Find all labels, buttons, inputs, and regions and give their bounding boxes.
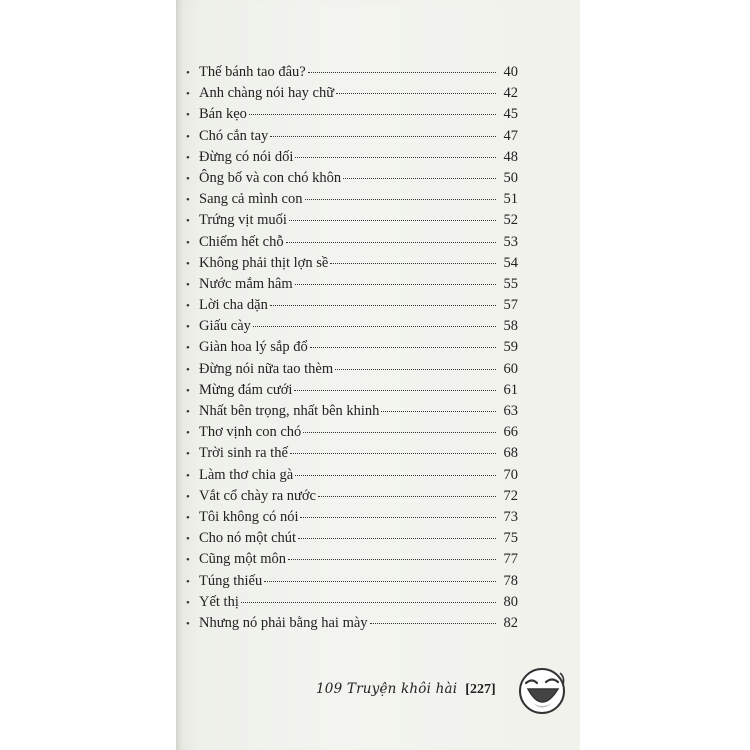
toc-entry-title: Giấu cày: [199, 318, 251, 335]
bullet-icon: •: [186, 406, 190, 418]
toc-entry-page: 61: [503, 381, 518, 398]
dot-leader: [330, 263, 496, 264]
dot-leader: [381, 411, 496, 412]
toc-entry: [186, 210, 518, 231]
dot-leader: [288, 559, 496, 560]
toc-entry: [186, 422, 518, 443]
bullet-icon: •: [186, 342, 190, 355]
toc-entry-title: Nhưng nó phải bằng hai mày: [199, 614, 368, 631]
dot-leader: [270, 136, 496, 137]
toc-entry: [186, 104, 518, 125]
toc-entry: [186, 359, 518, 380]
bullet-icon: •: [186, 236, 190, 249]
toc-entry-page: 68: [503, 445, 518, 462]
toc-entry: [186, 465, 518, 486]
toc-entry: [186, 316, 518, 337]
bullet-icon: •: [186, 575, 190, 588]
dot-leader: [295, 284, 496, 285]
toc-entry-page: 55: [503, 275, 518, 292]
dot-leader: [300, 517, 496, 518]
toc-entry: [186, 592, 518, 613]
toc-entry-title: Mừng đám cưới: [199, 381, 293, 398]
dot-leader: [286, 242, 496, 243]
bullet-icon: •: [186, 469, 190, 482]
bullet-icon: •: [186, 490, 190, 503]
toc-entry-page: 40: [503, 64, 518, 80]
bullet-icon: •: [186, 363, 190, 376]
dot-leader: [335, 369, 496, 370]
toc-entry-page: 73: [503, 508, 518, 525]
toc-entry-title: Không phải thịt lợn sề: [199, 254, 329, 271]
bullet-icon: •: [186, 448, 190, 461]
bullet-icon: •: [186, 554, 190, 567]
bullet-icon: •: [186, 300, 190, 313]
laughing-face-icon: [516, 665, 568, 717]
bullet-icon: •: [186, 109, 190, 122]
bullet-icon: •: [186, 511, 190, 524]
toc-entry: [186, 274, 518, 295]
toc-entry-page: 57: [503, 297, 518, 314]
toc-entry-page: 45: [503, 106, 518, 123]
toc-entry-title: Trời sinh ra thế: [199, 445, 288, 462]
toc-entry-title: Đừng nói nữa tao thèm: [199, 360, 334, 377]
toc-entry: [186, 549, 518, 570]
dot-leader: [370, 623, 496, 624]
toc-entry-title: Lời cha dặn: [199, 297, 268, 314]
toc-entry-title: Chó cắn tay: [199, 127, 269, 144]
toc-entry-page: 80: [503, 593, 518, 610]
toc-entry-page: 70: [503, 466, 518, 483]
toc-entry-title: Thế bánh tao đâu?: [199, 64, 306, 80]
toc-entry-title: Giàn hoa lý sắp đổ: [199, 339, 308, 356]
dot-leader: [270, 305, 496, 306]
toc-entry-title: Anh chàng nói hay chữ: [199, 85, 335, 102]
bullet-icon: •: [186, 67, 190, 79]
toc-entry-title: Cho nó một chút: [199, 530, 297, 547]
dot-leader: [303, 432, 496, 433]
toc-entry-page: 82: [503, 614, 518, 631]
toc-entry-page: 66: [503, 424, 518, 441]
dot-leader: [318, 496, 496, 497]
toc-entry-page: 78: [503, 572, 518, 589]
toc-entry-title: Nhất bên trọng, nhất bên khinh: [199, 403, 380, 419]
toc-entry: [186, 253, 518, 274]
dot-leader: [343, 178, 496, 179]
toc-entry-page: 63: [503, 403, 518, 419]
toc-entry-title: Chiếm hết chỗ: [199, 233, 284, 250]
toc-entry-page: 42: [503, 85, 518, 102]
dot-leader: [294, 390, 496, 391]
toc-entry: [186, 528, 518, 549]
toc-entry: [186, 571, 518, 592]
bullet-icon: •: [186, 427, 190, 440]
dot-leader: [295, 475, 496, 476]
bullet-icon: •: [186, 172, 190, 185]
bullet-icon: •: [186, 596, 190, 609]
bullet-icon: •: [186, 257, 190, 270]
dot-leader: [295, 157, 496, 158]
toc-entry-page: 72: [503, 487, 518, 504]
toc-entry-page: 53: [503, 233, 518, 250]
toc-entry: [186, 337, 518, 358]
toc-entry-page: 47: [503, 127, 518, 144]
toc-entry: [186, 83, 518, 104]
toc-entry-page: 59: [503, 339, 518, 356]
bullet-icon: •: [186, 321, 190, 334]
toc-entry-title: Nước mắm hâm: [199, 275, 293, 292]
toc-entry: [186, 380, 518, 401]
toc-entry-page: 58: [503, 318, 518, 335]
dot-leader: [305, 199, 497, 200]
bullet-icon: •: [186, 617, 190, 630]
toc-entry: [186, 126, 518, 147]
bullet-icon: •: [186, 278, 190, 291]
toc-entry: [186, 232, 518, 253]
dot-leader: [249, 114, 496, 115]
bullet-icon: •: [186, 130, 190, 143]
bullet-icon: •: [186, 533, 190, 546]
toc-entry-page: 54: [503, 254, 518, 271]
toc-entry-title: Bán kẹo: [199, 106, 247, 123]
toc-entry-title: Thơ vịnh con chó: [199, 424, 302, 441]
table-of-contents: [186, 62, 518, 634]
toc-entry: [186, 168, 518, 189]
toc-entry-title: Cũng một môn: [199, 551, 287, 568]
toc-entry-page: 48: [503, 148, 518, 165]
toc-entry: [186, 613, 518, 634]
toc-entry-title: Đừng có nói dối: [199, 148, 294, 165]
toc-entry-title: Sang cả mình con: [199, 191, 303, 208]
toc-entry: [186, 62, 518, 83]
toc-entry: [186, 189, 518, 210]
toc-entry-title: Tôi không có nói: [199, 508, 299, 525]
bullet-icon: •: [186, 194, 190, 207]
toc-entry-title: Túng thiếu: [199, 572, 263, 589]
toc-entry-title: Ông bố và con chó khôn: [199, 169, 342, 186]
toc-entry: [186, 486, 518, 507]
page-footer: [316, 681, 496, 698]
dot-leader: [264, 581, 496, 582]
toc-entry: [186, 443, 518, 464]
bullet-icon: •: [186, 384, 190, 397]
toc-entry: [186, 401, 518, 422]
bullet-icon: •: [186, 151, 190, 164]
toc-entry-title: Vắt cổ chày ra nước: [199, 487, 316, 504]
toc-entry-title: Trứng vịt muối: [199, 212, 287, 229]
dot-leader: [290, 453, 496, 454]
footer-book-title: 109 Truyện khôi hài: [316, 681, 458, 697]
dot-leader: [310, 347, 496, 348]
toc-entry-page: 77: [503, 551, 518, 568]
toc-entry-page: 50: [503, 169, 518, 186]
toc-entry-page: 51: [503, 191, 518, 208]
toc-entry: [186, 147, 518, 168]
toc-entry-title: Yết thị: [199, 593, 239, 610]
dot-leader: [336, 93, 496, 94]
dot-leader: [253, 326, 496, 327]
toc-entry-page: 75: [503, 530, 518, 547]
toc-entry-page: 52: [503, 212, 518, 229]
dot-leader: [298, 538, 496, 539]
toc-entry-title: Làm thơ chia gà: [199, 466, 294, 483]
toc-entry-page: 60: [503, 360, 518, 377]
bullet-icon: •: [186, 88, 190, 101]
toc-entry: [186, 295, 518, 316]
toc-entry: [186, 507, 518, 528]
dot-leader: [308, 72, 496, 73]
footer-page-number: [227]: [465, 682, 496, 697]
dot-leader: [241, 602, 496, 603]
bullet-icon: •: [186, 215, 190, 228]
dot-leader: [289, 220, 496, 221]
